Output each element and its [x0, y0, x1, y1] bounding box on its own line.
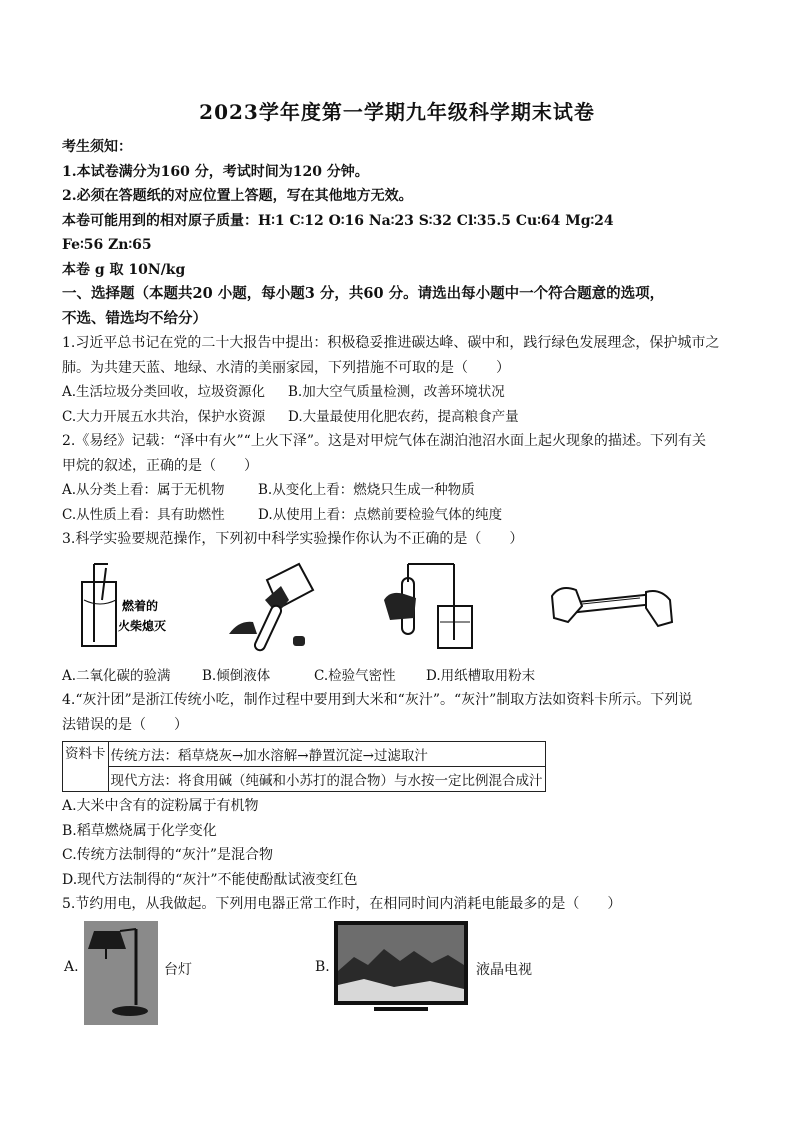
hand-icon-right	[646, 591, 672, 626]
q5-option-b-text: 液晶电视	[476, 961, 532, 978]
lamp-shade-icon	[88, 931, 126, 949]
q2-stem-line-1: 2.《易经》记载：“泽中有火”“上火下泽”。这是对甲烷气体在湖泊池沼水面上起火现象的描述。下列有关	[62, 433, 706, 449]
hand-icon-left	[552, 588, 582, 622]
q5-option-b-letter: B.	[315, 958, 330, 975]
q3-option-c: C.检验气密性	[314, 667, 396, 684]
atomic-mass-line-1: 本卷可能用到的相对原子质量：H∶1 C∶12 O∶16 Na∶23 S∶32 Cl∶35.5 Cu∶64 Mg∶24	[62, 212, 614, 229]
q4-option-a: A.大米中含有的淀粉属于有机物	[62, 798, 259, 814]
q4-option-b: B.稻草燃烧属于化学变化	[62, 822, 217, 839]
q2-option-b: B.从变化上看：燃烧只生成一种物质	[258, 482, 475, 498]
data-card-label: 资料卡	[63, 742, 109, 792]
q1-options-row-2	[62, 405, 732, 430]
q2-options-row-2	[62, 503, 732, 528]
lamp-base-icon	[112, 1006, 148, 1016]
paper-trough-figure	[542, 560, 682, 658]
match-label-line-1: 燃着的	[122, 598, 159, 613]
q2-option-d: D.从使用上看：点燃前要检验气体的纯度	[258, 506, 503, 523]
q2-option-c: C.从性质上看：具有助燃性	[62, 506, 225, 523]
q5-option-a-letter: A.	[64, 958, 79, 975]
tv-stand-icon	[374, 1007, 428, 1011]
q1-options-row-1	[62, 380, 732, 405]
q1-option-b: B.加大空气质量检测，改善环境状况	[288, 384, 505, 400]
q1-stem-line-1: 1.习近平总书记在党的二十大报告中提出：积极稳妥推进碳达峰、碳中和，践行绿色发展理念，保护城市之	[62, 335, 720, 351]
q1-stem-line-2: 肺。为共建天蓝、地绿、水清的美丽家园，下列措施不可取的是（ ）	[62, 359, 510, 376]
q4-option-c: C.传统方法制得的“灰汁”是混合物	[62, 847, 273, 863]
pour-liquid-figure	[227, 560, 337, 658]
notice-heading: 考生须知：	[62, 139, 132, 155]
atomic-mass-line-2: Fe∶56 Zn∶65	[62, 237, 152, 253]
q4-option-d: D.现代方法制得的“灰汁”不能使酚酞试液变红色	[62, 871, 358, 888]
q5-options	[62, 917, 732, 1047]
q5-option-a-text: 台灯	[164, 961, 192, 978]
q3-option-d: D.用纸槽取用粉末	[426, 667, 536, 684]
q2-options-row-1	[62, 478, 732, 503]
match-stick-icon	[102, 568, 106, 600]
hand-icon-left	[229, 621, 257, 633]
stopper-icon	[293, 636, 305, 646]
match-label-line-2: 火柴熄灭	[118, 618, 167, 633]
q5-stem: 5.节约用电，从我做起。下列用电器正常工作时，在相同时间内消耗电能最多的是（ ）	[62, 896, 622, 912]
lcd-tv-image	[334, 921, 468, 1015]
air-tightness-figure	[380, 560, 490, 658]
section-heading-line-1: 一、选择题（本题共20 小题，每小题3 分，共60 分。请选出每小题中一个符合题意的选项，	[62, 285, 665, 302]
q3-options-row	[62, 664, 732, 689]
page-title: 2023学年度第一学期九年级科学期末试卷	[199, 100, 595, 124]
desk-lamp-image	[84, 921, 158, 1025]
hand-icon	[384, 592, 416, 619]
notice-item-1: 1.本试卷满分为160 分，考试时间为120 分钟。	[62, 163, 369, 180]
exam-page	[62, 96, 732, 1047]
co2-check-figure	[70, 560, 190, 658]
gas-bottle-icon	[82, 582, 116, 646]
test-tube-icon	[253, 604, 282, 652]
notice-item-2: 2.必须在答题纸的对应位置上答题，写在其他地方无效。	[62, 188, 413, 204]
q1-option-a: A.生活垃圾分类回收，垃圾资源化	[62, 384, 266, 400]
section-heading-line-2: 不选、错选均不给分）	[62, 309, 207, 327]
data-card-row-traditional: 传统方法：稻草烧灰→加水溶解→静置沉淀→过滤取汁	[108, 742, 545, 767]
q2-option-a: A.从分类上看：属于无机物	[62, 482, 225, 498]
data-card-table	[62, 741, 546, 792]
q4-stem-line-2: 法错误的是（ ）	[62, 716, 188, 733]
q3-option-b: B.倾倒液体	[202, 667, 271, 684]
q1-option-d: D.大量最使用化肥农药，提高粮食产量	[288, 408, 519, 425]
gravity-note: 本卷 g 取 10N/kg	[62, 261, 186, 278]
q3-option-a: A.二氧化碳的验满	[62, 667, 171, 684]
data-card-row-modern: 现代方法：将食用碱（纯碱和小苏打的混合物）与水按一定比例混合成汁	[108, 767, 545, 792]
q4-stem-line-1: 4.“灰汁团”是浙江传统小吃，制作过程中要用到大米和“灰汁”。“灰汁”制取方法如资料卡所示。下列说	[62, 692, 693, 708]
q3-stem: 3.科学实验要规范操作，下列初中科学实验操作你认为不正确的是（ ）	[62, 531, 524, 547]
q2-stem-line-2: 甲烷的叙述，正确的是（ ）	[62, 457, 258, 474]
q1-option-c: C.大力开展五水共治，保护水资源	[62, 408, 266, 425]
q3-figures	[62, 554, 732, 664]
